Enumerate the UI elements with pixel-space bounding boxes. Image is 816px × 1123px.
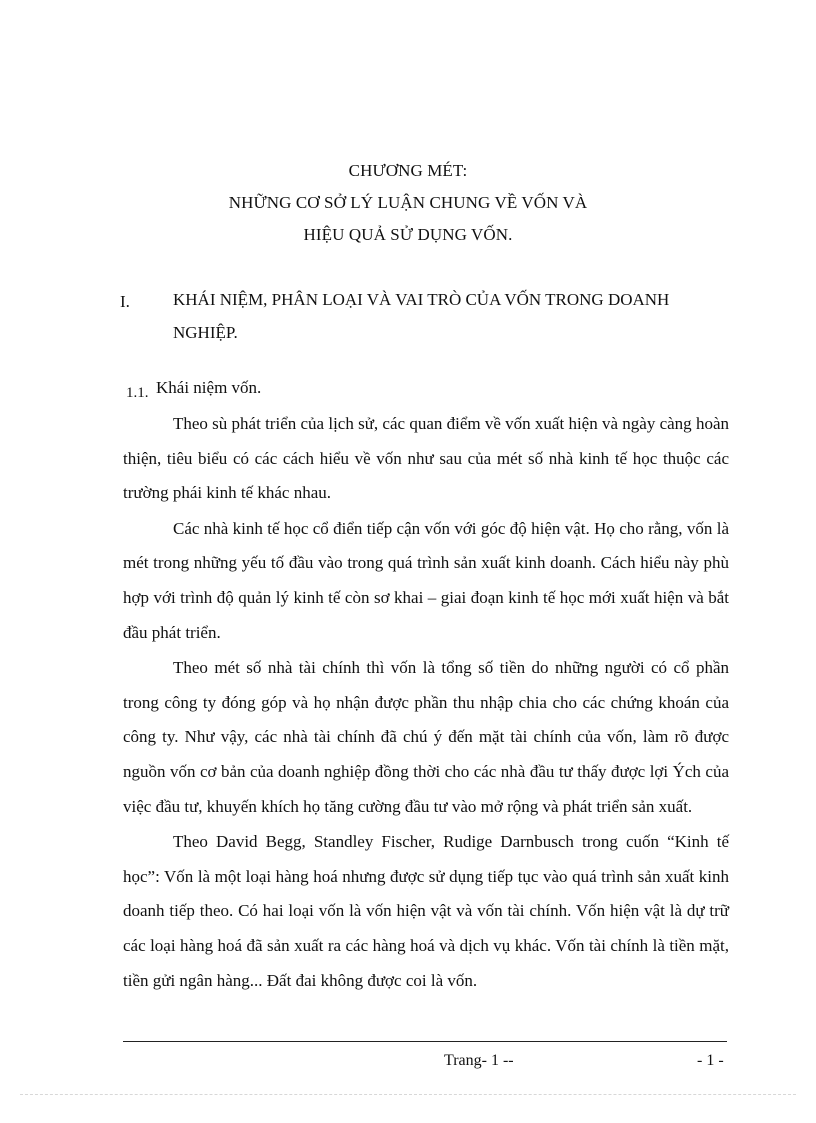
section-title-line-2: NGHIỆP. bbox=[173, 323, 238, 342]
section-title bbox=[173, 283, 733, 349]
footer-page-number: - 1 - bbox=[697, 1052, 724, 1069]
chapter-heading bbox=[0, 155, 816, 251]
paragraph: Theo David Begg, Standley Fischer, Rudige Darnbusch trong cuốn “Kinh tế học”: Vốn là một loại hàng hoá nhưng được sử dụng tiếp tục vào quá trình sản xuất kinh doanh tiếp theo. Có hai loại vốn là vốn hiện vật và vốn tài chính. Vốn hiện vật là dự trữ các loại hàng hoá đã sản xuất ra các hàng hoá và dịch vụ khác. Vốn tài chính là tiền mặt, tiền gửi ngân hàng... Đất đai không được coi là vốn. bbox=[123, 832, 729, 990]
chapter-title: CHƯƠNG MÉT: bbox=[348, 161, 468, 180]
paragraph: Theo sù phát triển của lịch sử, các quan điểm về vốn xuất hiện và ngày càng hoàn thiện, tiêu biểu có các cách hiểu về vốn như sau của mét số nhà kinh tế học thuộc các trường phái kinh tế khác nhau. bbox=[123, 414, 729, 503]
subsection-title: Khái niệm vốn. bbox=[156, 378, 262, 397]
chapter-subtitle-line-1: NHỮNG CƠ SỞ LÝ LUẬN CHUNG VỀ VỐN VÀ bbox=[228, 193, 588, 212]
body-text bbox=[123, 407, 729, 998]
section-title-line-1: KHÁI NIỆM, PHÂN LOẠI VÀ VAI TRÒ CỦA VỐN TRONG DOANH bbox=[173, 290, 670, 309]
page-break-line bbox=[20, 1094, 796, 1095]
section-number: I. bbox=[120, 292, 130, 311]
subsection-number: 1.1. bbox=[126, 385, 149, 401]
footer-divider bbox=[123, 1041, 727, 1042]
paragraph: Các nhà kinh tế học cổ điển tiếp cận vốn với góc độ hiện vật. Họ cho rằng, vốn là mét trong những yếu tố đầu vào trong quá trình sản xuất kinh doanh. Cách hiểu này phù hợp với trình độ quản lý kinh tế còn sơ khai – giai đoạn kinh tế học mới xuất hiện và bắt đầu phát triển. bbox=[123, 518, 729, 642]
chapter-subtitle-line-2: HIỆU QUẢ SỬ DỤNG VỐN. bbox=[303, 225, 513, 244]
paragraph: Theo mét số nhà tài chính thì vốn là tổng số tiền do những người có cổ phần trong công ty đóng góp và họ nhận được phần thu nhập chia cho các chứng khoán của công ty. Như vậy, các nhà tài chính đã chú ý đến mặt tài chính của vốn, làm rõ được nguồn vốn cơ bản của doanh nghiệp đồng thời cho các nhà đầu tư thấy được lợi Ých của việc đầu tư, khuyến khích họ tăng cường đầu tư vào mở rộng và phát triển sản xuất. bbox=[123, 658, 729, 816]
footer-page-label: Trang- 1 -- bbox=[444, 1052, 514, 1069]
